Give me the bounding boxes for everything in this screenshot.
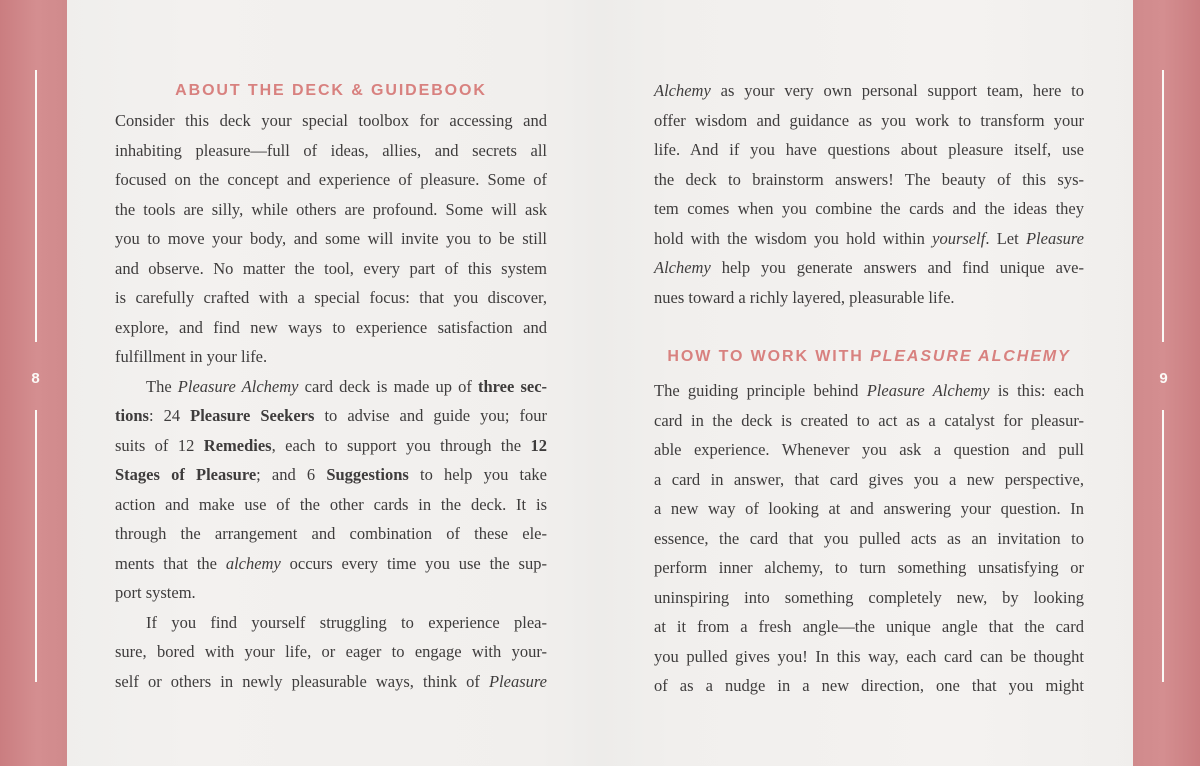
- text-run: HOW TO WORK WITH: [667, 348, 871, 365]
- text-run: sure, bored with your life, or eager to engage with your-: [115, 642, 547, 661]
- margin-rule-bottom-left: [35, 410, 37, 682]
- text-run: the tools are silly, while others are profound. Some will ask: [115, 199, 547, 219]
- text-run: tem comes when you combine the cards and the ideas they: [654, 199, 1084, 218]
- text-line: [115, 637, 547, 667]
- text-line: [115, 460, 547, 490]
- text-line: [115, 401, 547, 431]
- text-run: through the arrangement and combination of these ele-: [115, 524, 547, 543]
- text-line: [654, 583, 1084, 613]
- left-margin-band: [0, 0, 67, 766]
- text-run: Pleasure Alchemy: [177, 376, 299, 396]
- text-line: [654, 165, 1084, 195]
- text-line: [654, 224, 1084, 254]
- text-run: as your very own personal support team, here to: [710, 81, 1084, 100]
- text-run: Consider this deck your special toolbox for accessing and: [115, 111, 547, 130]
- text-line: [654, 106, 1084, 136]
- right-page-text: [654, 76, 1084, 701]
- text-line: [654, 524, 1084, 554]
- text-line: [115, 342, 547, 372]
- text-run: self or others in newly pleasurable ways, think of: [115, 671, 489, 691]
- text-line: [115, 254, 547, 284]
- text-run: Alchemy: [654, 81, 711, 100]
- text-run: a new way of looking at and answering your question. In: [654, 499, 1084, 518]
- text-line: [115, 106, 547, 136]
- text-run: nues toward a richly layered, pleasurable life.: [654, 287, 955, 307]
- text-line: [654, 76, 1084, 106]
- text-line: [654, 406, 1084, 436]
- text-run: inhabiting pleasure—full of ideas, allies, and secrets all: [115, 140, 547, 160]
- text-run: ments that the: [115, 553, 226, 573]
- text-line: [654, 671, 1084, 701]
- text-run: , each to support you through the: [271, 435, 531, 455]
- text-run: you to move your body, and some will invite you to be still: [115, 229, 547, 248]
- text-run: suits of 12: [115, 435, 204, 455]
- text-line: [115, 667, 547, 697]
- text-line: [654, 435, 1084, 465]
- text-run: Suggestions: [326, 465, 409, 484]
- text-run: three sec-: [477, 376, 548, 396]
- text-line: [654, 612, 1084, 642]
- text-run: focused on the concept and experience of pleasure. Some of: [115, 170, 547, 189]
- text-run: life. And if you have questions about pleasure itself, use: [654, 140, 1084, 159]
- text-run: Stages of Pleasure: [115, 465, 257, 484]
- text-line: [654, 135, 1084, 165]
- text-run: : 24: [148, 406, 191, 425]
- text-run: the deck to brainstorm answers! The beauty of this sys-: [654, 169, 1084, 189]
- text-run: The guiding principle behind: [654, 381, 867, 400]
- section-heading: [115, 76, 547, 106]
- text-run: essence, the card that you pulled acts as an invitation to: [654, 528, 1084, 548]
- margin-rule-bottom-right: [1162, 410, 1164, 682]
- text-run: If you find yourself struggling to experience plea-: [146, 612, 547, 632]
- text-line: [654, 553, 1084, 583]
- right-margin-band: [1133, 0, 1200, 766]
- text-run: able experience. Whenever you ask a question and pull: [654, 440, 1084, 459]
- text-line: [115, 578, 547, 608]
- text-line: [654, 283, 1084, 313]
- text-line: [115, 519, 547, 549]
- text-line: [654, 253, 1084, 283]
- text-run: 12: [530, 435, 547, 455]
- text-run: ABOUT THE DECK & GUIDEBOOK: [175, 82, 487, 99]
- page-number-left: 8: [31, 370, 40, 387]
- text-run: Pleasure Alchemy: [866, 381, 990, 400]
- text-line: [115, 283, 547, 313]
- text-line: [115, 313, 547, 343]
- paragraph: [115, 608, 547, 697]
- text-run: help you generate answers and find unique ave-: [710, 258, 1084, 277]
- text-run: Alchemy: [654, 258, 711, 277]
- text-run: Remedies: [203, 435, 272, 455]
- section-heading: [654, 342, 1084, 372]
- text-run: at it from a fresh angle—the unique angle that the card: [654, 617, 1084, 636]
- text-run: Pleasure Seekers: [190, 406, 315, 425]
- text-run: yourself: [932, 228, 986, 248]
- paragraph: [115, 106, 547, 372]
- text-run: card in the deck is created to act as a catalyst for pleasur-: [654, 410, 1084, 430]
- text-run: Pleasure: [488, 671, 547, 691]
- text-run: of as a nudge in a new direction, one that you might: [654, 676, 1084, 695]
- text-run: offer wisdom and guidance as you work to transform your: [654, 110, 1084, 130]
- text-line: [654, 465, 1084, 495]
- text-run: you pulled gives you! In this way, each card can be thought: [654, 646, 1084, 666]
- text-run: tions: [115, 406, 149, 425]
- text-run: and observe. No matter the tool, every part of this system: [115, 258, 547, 278]
- text-run: . Let: [985, 228, 1026, 248]
- text-run: is carefully crafted with a special focus: that you discover,: [115, 288, 547, 307]
- text-line: [115, 195, 547, 225]
- paragraph: [115, 372, 547, 608]
- paragraph: [654, 76, 1084, 312]
- text-run: PLEASURE ALCHEMY: [870, 348, 1071, 365]
- text-line: [115, 608, 547, 638]
- text-run: action and make use of the other cards in the deck. It is: [115, 494, 547, 514]
- text-run: a card in answer, that card gives you a new perspective,: [654, 469, 1084, 489]
- text-run: ; and 6: [256, 465, 327, 484]
- text-line: [654, 642, 1084, 672]
- left-page-text: [115, 76, 547, 696]
- text-run: fulfillment in your life.: [115, 347, 268, 366]
- text-line: [115, 549, 547, 579]
- text-run: to advise and guide you; four: [314, 406, 547, 425]
- text-line: [654, 376, 1084, 406]
- text-line: [115, 136, 547, 166]
- text-run: Pleasure: [1025, 228, 1084, 248]
- text-run: card deck is made up of: [298, 376, 478, 396]
- text-line: [115, 431, 547, 461]
- text-line: [115, 165, 547, 195]
- text-line: [115, 490, 547, 520]
- page-number-right: 9: [1159, 370, 1168, 387]
- text-run: uninspiring into something completely new, by looking: [654, 587, 1084, 607]
- margin-rule-top-right: [1162, 70, 1164, 342]
- paragraph: [654, 376, 1084, 701]
- text-run: alchemy: [225, 553, 281, 573]
- text-run: occurs every time you use the sup-: [280, 553, 547, 573]
- text-run: perform inner alchemy, to turn something unsatisfying or: [654, 558, 1084, 577]
- text-line: [654, 494, 1084, 524]
- text-run: The: [146, 376, 178, 396]
- margin-rule-top-left: [35, 70, 37, 342]
- text-line: [115, 372, 547, 402]
- text-run: to help you take: [408, 465, 547, 484]
- text-run: is this: each: [989, 381, 1085, 400]
- text-run: hold with the wisdom you hold within: [654, 228, 933, 248]
- text-line: [115, 224, 547, 254]
- text-run: explore, and find new ways to experience satisfaction and: [115, 317, 547, 337]
- text-line: [654, 194, 1084, 224]
- text-run: port system.: [115, 583, 196, 602]
